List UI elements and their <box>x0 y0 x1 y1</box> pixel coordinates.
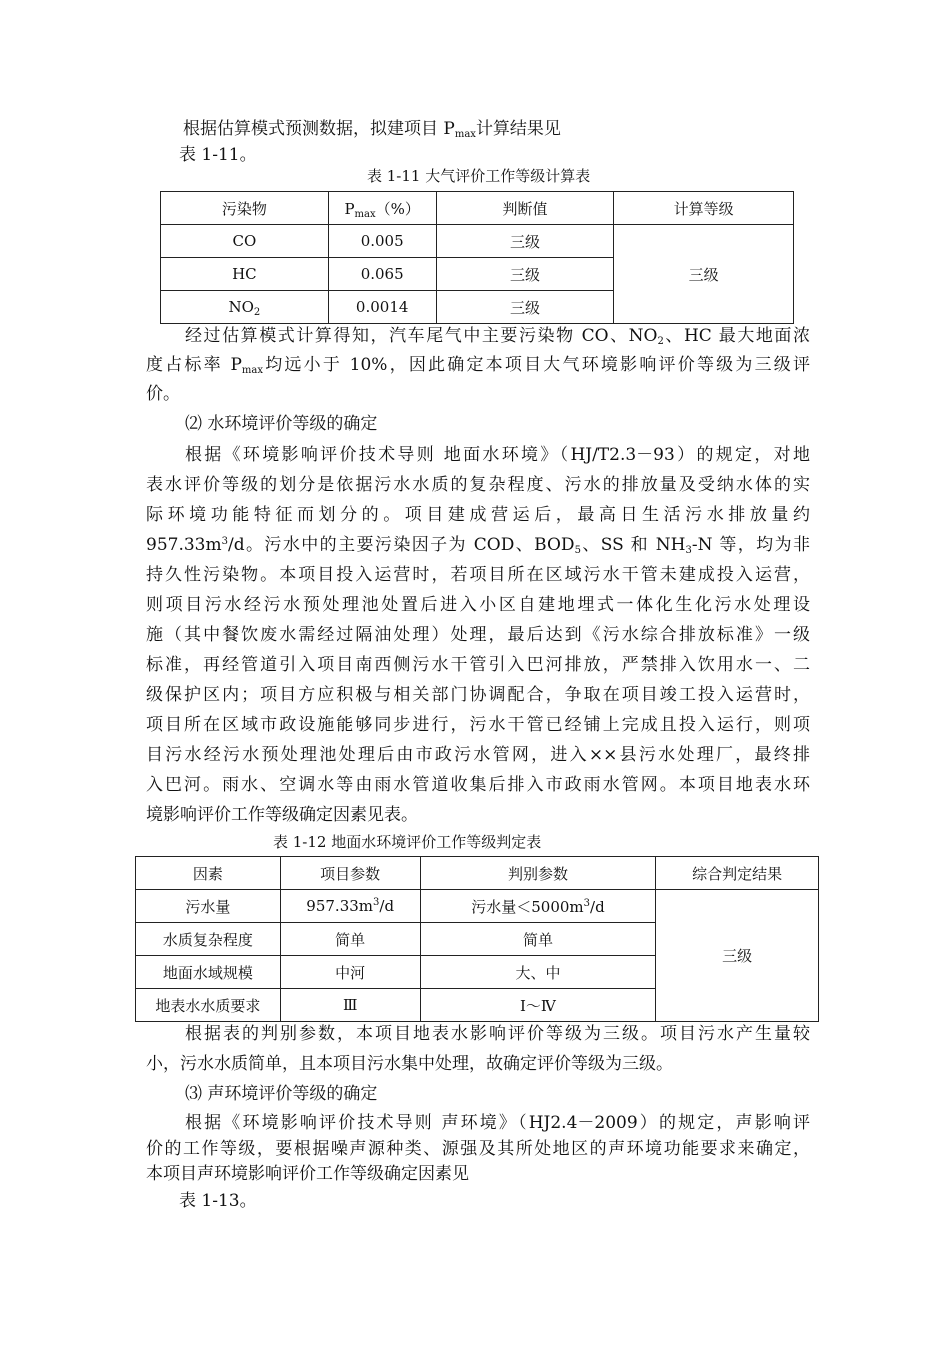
water-para-line-13: 境影响评价工作等级确定因素见表。 <box>146 805 418 825</box>
cell-judgement: 三级 <box>436 258 614 291</box>
water-para-line-9: 级保护区内；项目方应积极与相关部门协调配合，争取在项目竣工投入运营时， <box>146 685 810 705</box>
cell-result-merged: 三级 <box>656 890 819 1022</box>
air-para-line-3: 价。 <box>146 384 180 404</box>
table-row <box>161 225 794 258</box>
noise-heading: ⑶ 声环境评价等级的确定 <box>185 1084 378 1104</box>
cell-pollutant: HC <box>161 258 329 291</box>
header-result: 综合判定结果 <box>656 857 819 890</box>
noise-para-line-1: 根据《环境影响评价技术导则 声环境》（HJ2.4－2009）的规定，声影响评 <box>185 1113 810 1133</box>
table-header-row <box>136 857 819 890</box>
cell-criteria: 污水量$<5000m^3/d$ <box>420 890 656 923</box>
water-para-line-4: $957.33m^3/d$。污水中的主要污染因子为 COD、$BOD_5$、SS 和 $NH_3-N$ 等，均为非 <box>146 535 810 556</box>
header-grade: 计算等级 <box>614 192 794 225</box>
cell-pollutant: $NO_2$ <box>161 291 329 324</box>
header-pollutant: 污染物 <box>161 192 329 225</box>
cell-judgement: 三级 <box>436 291 614 324</box>
cell-criteria: Ⅰ～Ⅳ <box>420 989 656 1022</box>
water-para-line-2: 表水评价等级的划分是依据污水水质的复杂程度、污水的排放量及受纳水体的实 <box>146 475 810 495</box>
table-1-11-caption: 表 1-11 大气评价工作等级计算表 <box>367 167 591 185</box>
water-para-line-3: 际环境功能特征而划分的。项目建成营运后，最高日生活污水排放量约 <box>146 505 810 525</box>
table-1-12 <box>135 856 819 1022</box>
intro-text: 根据估算模式预测数据，拟建项目 P <box>183 119 455 139</box>
cell-criteria: 简单 <box>420 923 656 956</box>
noise-para-line-2: 价的工作等级，要根据噪声源种类、源强及其所处地区的声环境功能要求来确定， <box>146 1139 810 1159</box>
noise-para-line-4: 表 1-13。 <box>179 1191 257 1211</box>
table-1-12-caption: 表 1-12 地面水环境评价工作等级判定表 <box>273 833 542 851</box>
cell-param: $957.33m^3/d$ <box>280 890 420 923</box>
water-para-line-6: 则项目污水经污水预处理池处置后进入小区自建地埋式一体化生化污水处理设 <box>146 595 810 615</box>
header-pmax: $P_{max}(\%)$ <box>328 192 436 225</box>
water-conclusion-line-2: 小，污水水质简单，且本项目污水集中处理，故确定评价等级为三级。 <box>146 1054 673 1074</box>
cell-criteria: 大、中 <box>420 956 656 989</box>
intro-line-2: 表 1-11。 <box>179 145 257 165</box>
cell-pollutant: CO <box>161 225 329 258</box>
cell-pmax: 0.0014 <box>328 291 436 324</box>
cell-param: 简单 <box>280 923 420 956</box>
table-header-row <box>161 192 794 225</box>
water-conclusion-line-1: 根据表的判别参数，本项目地表水影响评价等级为三级。项目污水产生量较 <box>185 1024 810 1044</box>
cell-factor: 地面水域规模 <box>136 956 281 989</box>
cell-pmax: 0.065 <box>328 258 436 291</box>
water-para-line-11: 目污水经污水预处理池处理后由市政污水管网，进入××县污水处理厂，最终排 <box>146 745 810 765</box>
intro-text-end: 计算结果见 <box>475 119 561 139</box>
water-para-line-7: 施（其中餐饮废水需经过隔油处理）处理，最后达到《污水综合排放标准》一级 <box>146 625 810 645</box>
water-para-line-12: 入巴河。雨水、空调水等由雨水管道收集后排入市政雨水管网。本项目地表水环 <box>146 775 810 795</box>
cell-factor: 地表水水质要求 <box>136 989 281 1022</box>
cell-param: Ⅲ <box>280 989 420 1022</box>
table-row <box>136 890 819 923</box>
water-para-line-8: 标准，再经管道引入项目南西侧污水干管引入巴河排放，严禁排入饮用水一、二 <box>146 655 810 675</box>
cell-pmax: 0.005 <box>328 225 436 258</box>
noise-para-line-3: 本项目声环境影响评价工作等级确定因素见 <box>146 1164 469 1184</box>
header-param: 项目参数 <box>280 857 420 890</box>
water-para-line-1: 根据《环境影响评价技术导则 地面水环境》（HJ/T2.3－93）的规定，对地 <box>185 445 810 465</box>
water-heading: ⑵ 水环境评价等级的确定 <box>185 414 378 434</box>
table-1-11 <box>160 191 794 324</box>
intro-line-1 <box>183 118 561 140</box>
intro-subscript: max <box>454 129 476 140</box>
air-para-line-1: 经过估算模式计算得知，汽车尾气中主要污染物 CO、$NO_2$、HC 最大地面浓 <box>185 326 810 347</box>
cell-grade-merged: 三级 <box>614 225 794 324</box>
header-criteria: 判别参数 <box>420 857 656 890</box>
cell-param: 中河 <box>280 956 420 989</box>
cell-factor: 水质复杂程度 <box>136 923 281 956</box>
header-factor: 因素 <box>136 857 281 890</box>
cell-factor: 污水量 <box>136 890 281 923</box>
cell-judgement: 三级 <box>436 225 614 258</box>
air-para-line-2: 度占标率 $P_{max}$均远小于 10%，因此确定本项目大气环境影响评价等级为三级评 <box>146 355 810 376</box>
header-judgement: 判断值 <box>436 192 614 225</box>
water-para-line-10: 项目所在区域市政设施能够同步进行，污水干管已经铺上完成且投入运行，则项 <box>146 715 810 735</box>
water-para-line-5: 持久性污染物。本项目投入运营时，若项目所在区域污水干管未建成投入运营， <box>146 565 810 585</box>
